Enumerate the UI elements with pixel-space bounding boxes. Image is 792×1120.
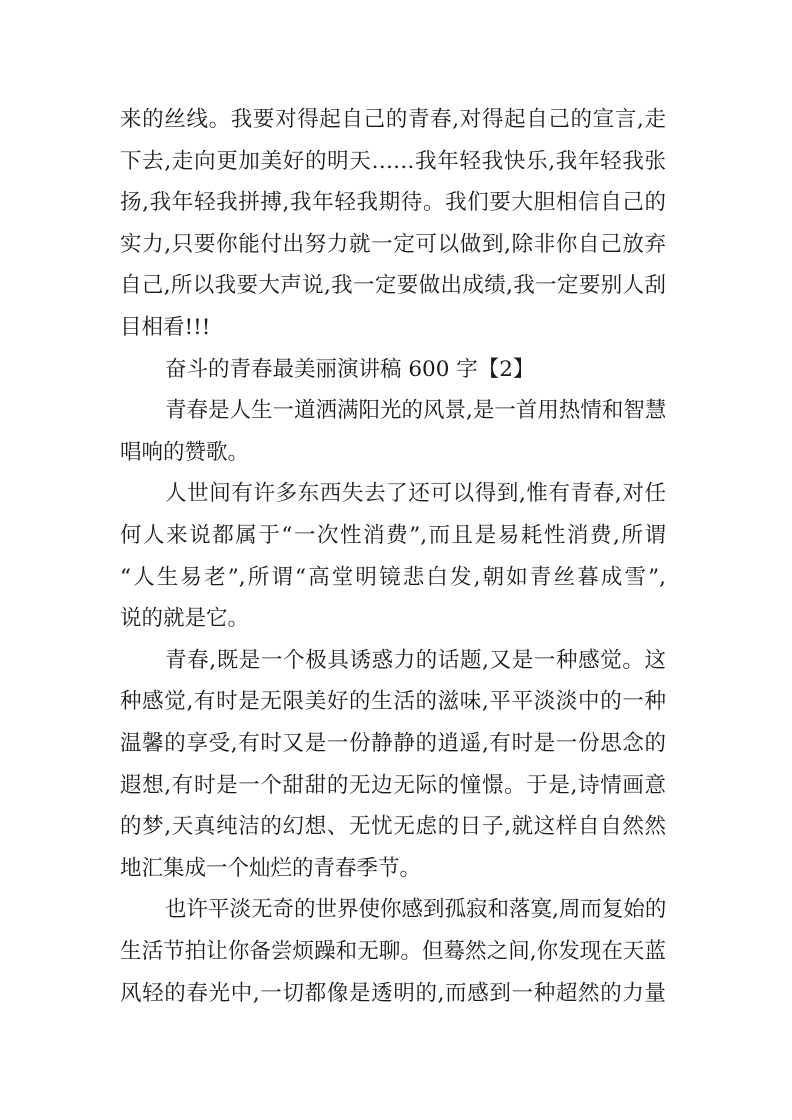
text-line: 说的就是它。 [120,606,250,632]
text-line: 人世间有许多东西失去了还可以得到,惟有青春,对任 [165,481,666,507]
text-line: 自己,所以我要大声说,我一定要做出成绩,我一定要别人刮 [120,273,666,299]
text-line: 目相看!!! [120,315,211,340]
text-line: 下去,走向更加美好的明天……我年轻我快乐,我年轻我张 [120,148,666,174]
text-line: “人生易老”,所谓“高堂明镜悲白发,朝如青丝暮成雪”, [120,564,666,590]
text-line: 实力,只要你能付出努力就一定可以做到,除非你自己放弃 [120,231,666,257]
text-line: 温馨的享受,有时又是一份静静的逍遥,有时是一份思念的 [120,731,666,756]
text-line: 风轻的春光中,一切都像是透明的,而感到一种超然的力量 [120,980,666,1006]
text-line: 来的丝线。我要对得起自己的青春,对得起自己的宣言,走 [120,107,666,132]
text-line: 青春是人生一道洒满阳光的风景,是一首用热情和智慧 [165,398,667,424]
text-line: 地汇集成一个灿烂的青春季节。 [120,855,422,881]
text-line: 扬,我年轻我拼搏,我年轻我期待。我们要大胆相信自己的 [120,190,666,216]
text-line: 唱响的赞歌。 [120,439,250,465]
text-line: 青春,既是一个极具诱惑力的话题,又是一种感觉。这 [165,647,666,673]
text-line: 也许平淡无奇的世界使你感到孤寂和落寞,周而复始的 [165,897,667,923]
text-line: 的梦,天真纯洁的幻想、无忧无虑的日子,就这样自自然然 [120,814,666,840]
text-line: 生活节拍让你备尝烦躁和无聊。但蓦然之间,你发现在天蓝 [120,939,666,964]
text-line: 遐想,有时是一个甜甜的无边无际的憧憬。于是,诗情画意 [120,772,666,798]
text-line: 种感觉,有时是无限美好的生活的滋味,平平淡淡中的一种 [120,689,666,715]
section-heading: 奋斗的青春最美丽演讲稿 600 字【2】 [165,356,535,382]
text-line: 何人来说都属于“一次性消费”,而且是易耗性消费,所谓 [120,523,666,548]
